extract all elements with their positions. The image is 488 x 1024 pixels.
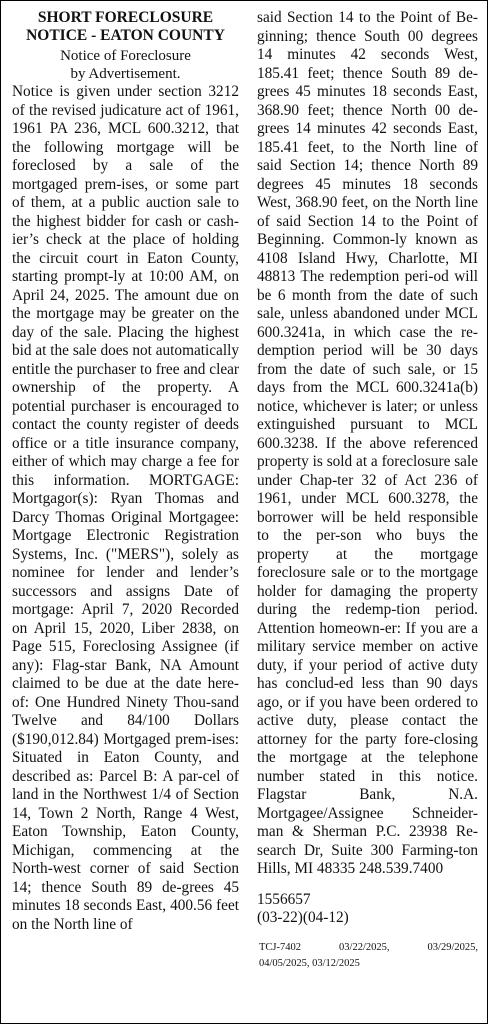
notice-subtitle: [12, 47, 239, 83]
notice-subtitle-line2: by Advertisement.: [70, 66, 181, 82]
publication-footer: [257, 940, 478, 972]
footer-row-2: 04/05/2025, 03/12/2025: [259, 957, 360, 969]
reference-dates: (03-22)(04-12): [257, 909, 349, 926]
notice-title-line2: NOTICE - EATON COUNTY: [26, 27, 225, 44]
notice-title-line1: SHORT FORECLOSURE: [37, 9, 214, 26]
notice-body-right: said Section 14 to the Point of Be-ginning; thence South 00 degrees 14 minutes 42 seconds West, 185.41 feet; thence South 89 de-grees 45 minutes 18 seconds East, 368.90 feet; thence North 00 de-grees 14 minutes 42 seconds East, 185.41 feet, to the North line of said Section 14; thence North 89 degrees 45 minutes 18 seconds West, 368.90 feet, on the North line of said Section 14 to the Point of Beginning. Common-ly known as 4108 Island Hwy, Charlotte, MI 48813 The redemption peri-od will be 6 month from the date of such sale, unless abandoned under MCL 600.3241a, in which case the re-demption period will be 30 days from the date of such sale, or 15 days from the MCL 600.3241a(b) notice, whichever is later; or unless extinguished pursuant to MCL 600.3238. If the above referenced property is sold at a foreclosure sale under Chap-ter 32 of Act 236 of 1961, under MCL 600.3278, the borrower will be held responsible to the per-son who buys the property at the mortgage foreclosure sale or to the mortgage holder for damaging the property during the redemp-tion period. Attention homeown-er: If you are a military service member on active duty, if your period of active duty has conclud-ed less than 90 days ago, or if you have been ordered to active duty, please contact the attorney for the party fore-closing the mortgage at the telephone number stated in this notice. Flagstar Bank, N.A. Mortgagee/Assignee Schneider-man & Sherman P.C. 23938 Re-search Dr, Suite 300 Farming-ton Hills, MI 48335 248.539.7400: [257, 9, 478, 877]
notice-body-left: Notice is given under section 3212 of the revised judicature act of 1961, 1961 PA 236, MCL 600.3212, that the following mortgage will be foreclosed by a sale of the mortgaged prem-ises, or some part of them, at a public auction sale to the highest bidder for cash or cash-ier’s check at the place of holding the circuit court in Eaton County, starting prompt-ly at 10:00 AM, on April 24, 2025. The amount due on the mortgage may be greater on the day of the sale. Placing the highest bid at the sale does not automatically entitle the purchaser to free and clear ownership of the property. A potential purchaser is encouraged to contact the county register of deeds office or a title insurance company, either of which may charge a fee for this information. MORTGAGE: Mortgagor(s): Ryan Thomas and Darcy Thomas Original Mortgagee: Mortgage Electronic Registration Systems, Inc. ("MERS"), solely as nominee for lender and lender’s successors and assigns Date of mortgage: April 7, 2020 Recorded on April 15, 2020, Liber 2838, on Page 515, Foreclosing Assignee (if any): Flag-star Bank, NA Amount claimed to be due at the date here-of: One Hundred Ninety Thou-sand Twelve and 84/100 Dollars ($190,012.84) Mortgaged prem-ises: Situated in Eaton County, and described as: Parcel B: A par-cel of land in the Northwest 1/4 of Section 14, Town 2 North, Range 4 West, Eaton Township, Eaton County, Michigan, commencing at the North-west corner of said Section 14; thence South 89 de-grees 45 minutes 18 seconds East, 400.56 feet on the North line of: [12, 83, 239, 933]
footer-date-2: 03/29/2025,: [427, 941, 478, 953]
notice-column-left: [12, 9, 239, 934]
footer-date-1: 03/22/2025,: [339, 941, 390, 953]
reference-number: 1556657: [257, 890, 311, 908]
notice-subtitle-line1: Notice of Foreclosure: [60, 48, 191, 64]
notice-title: [12, 9, 239, 45]
footer-row-1: [257, 940, 478, 956]
footer-code: TCJ-7402: [259, 941, 301, 953]
notice-column-right: [257, 9, 478, 972]
